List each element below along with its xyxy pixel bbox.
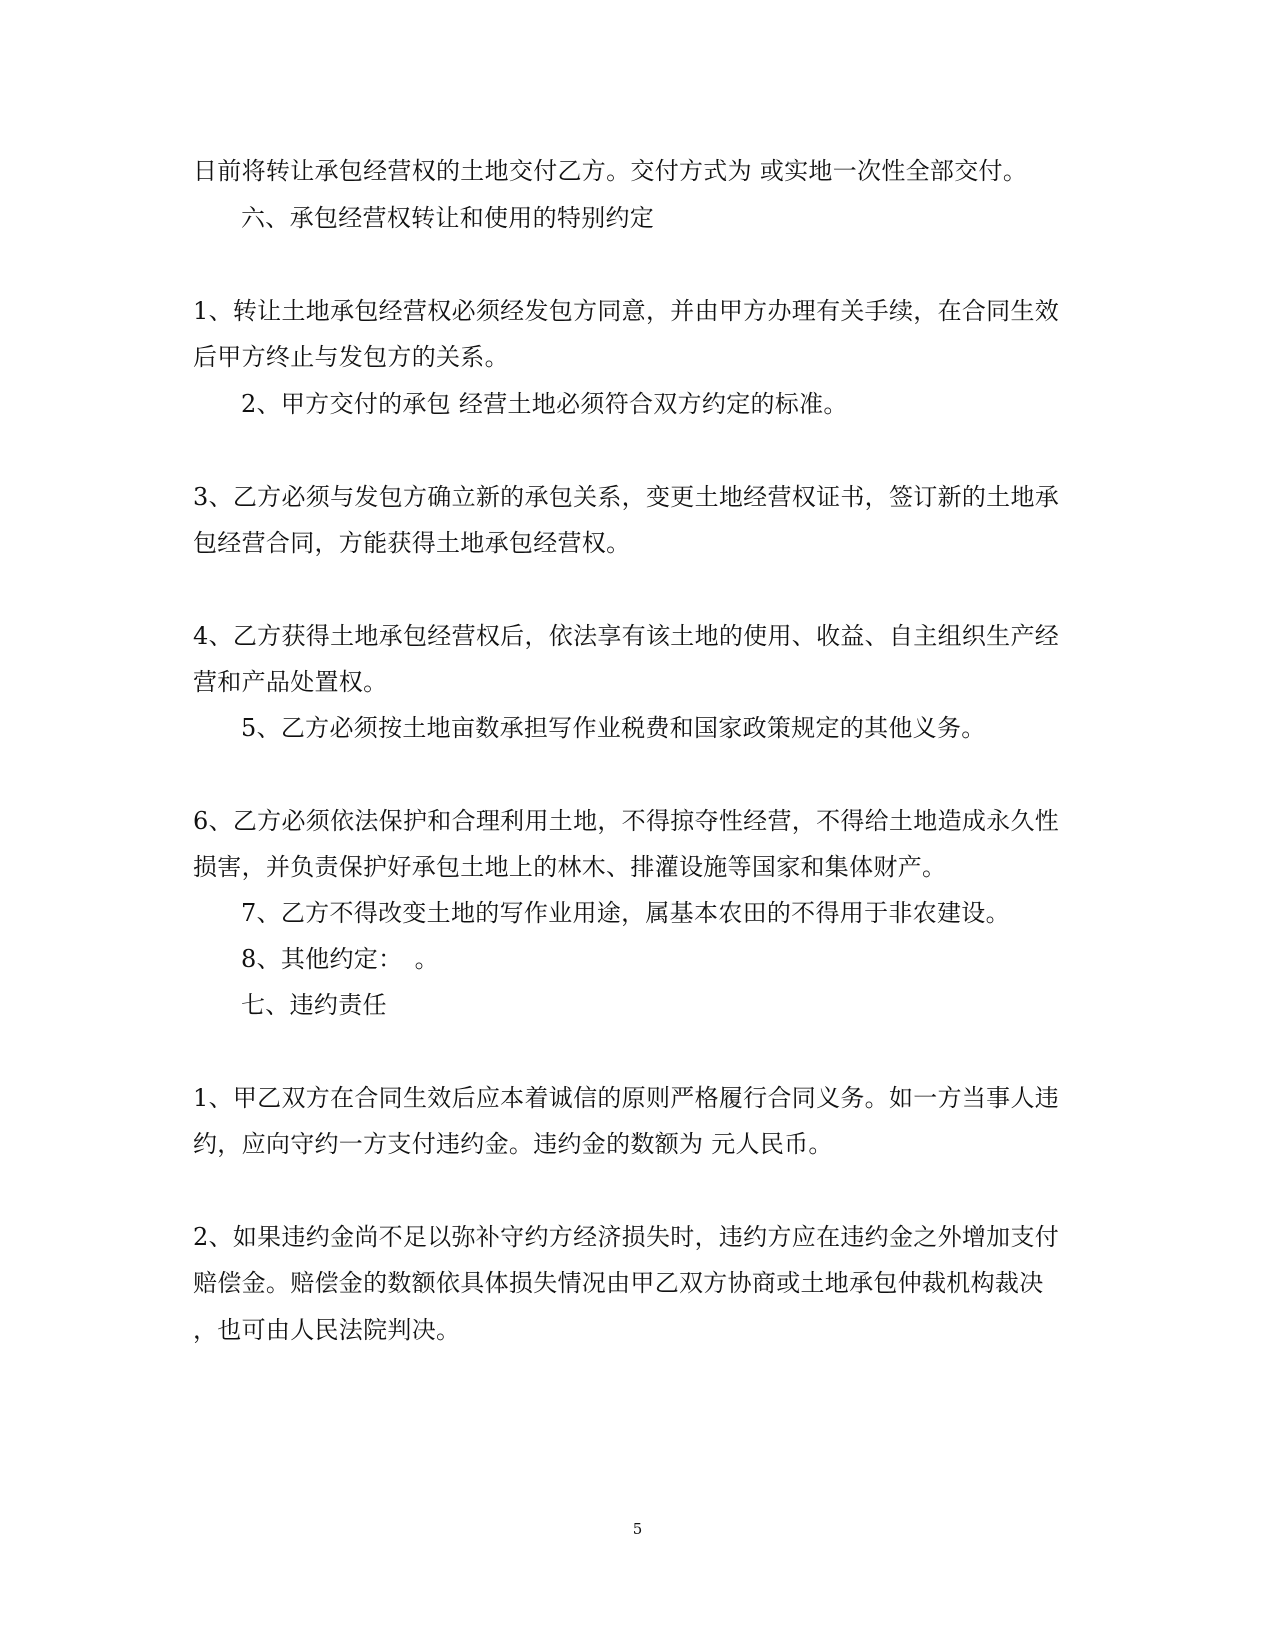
text-line: 1、甲乙双方在合同生效后应本着诚信的原则严格履行合同义务。如一方当事人违 [193,1084,1060,1112]
text-line: 5、乙方必须按土地亩数承担写作业税费和国家政策规定的其他义务。 [241,714,986,742]
text-line: 3、乙方必须与发包方确立新的承包关系，变更土地经营权证书，签订新的土地承 [193,483,1060,511]
text-line: 2、如果违约金尚不足以弥补守约方经济损失时，违约方应在违约金之外增加支付 [193,1223,1060,1251]
text-line: 营和产品处置权。 [193,668,388,696]
page-number: 5 [632,1520,643,1538]
text-line: 赔偿金。赔偿金的数额依具体损失情况由甲乙双方协商或土地承包仲裁机构裁决 [193,1269,1044,1297]
text-line: 1、转让土地承包经营权必须经发包方同意，并由甲方办理有关手续，在合同生效 [193,297,1060,325]
text-line: 8、其他约定： 。 [241,945,439,973]
section-heading-six: 六、承包经营权转让和使用的特别约定 [241,204,655,232]
text-line: ，也可由人民法院判决。 [193,1316,461,1344]
text-line: 2、甲方交付的承包 经营土地必须符合双方约定的标准。 [241,390,848,418]
text-line: 4、乙方获得土地承包经营权后，依法享有该土地的使用、收益、自主组织生产经 [193,622,1060,650]
section-heading-seven: 七、违约责任 [241,991,387,1019]
text-line: 包经营合同，方能获得土地承包经营权。 [193,529,631,557]
text-line: 约，应向守约一方支付违约金。违约金的数额为 元人民币。 [193,1130,833,1158]
text-line: 7、乙方不得改变土地的写作业用途，属基本农田的不得用于非农建设。 [241,899,1010,927]
text-line: 日前将转让承包经营权的土地交付乙方。交付方式为 或实地一次性全部交付。 [193,157,1028,185]
text-line: 后甲方终止与发包方的关系。 [193,343,509,371]
text-line: 损害，并负责保护好承包土地上的林木、排灌设施等国家和集体财产。 [193,853,947,881]
text-line: 6、乙方必须依法保护和合理利用土地，不得掠夺性经营，不得给土地造成永久性 [193,807,1060,835]
